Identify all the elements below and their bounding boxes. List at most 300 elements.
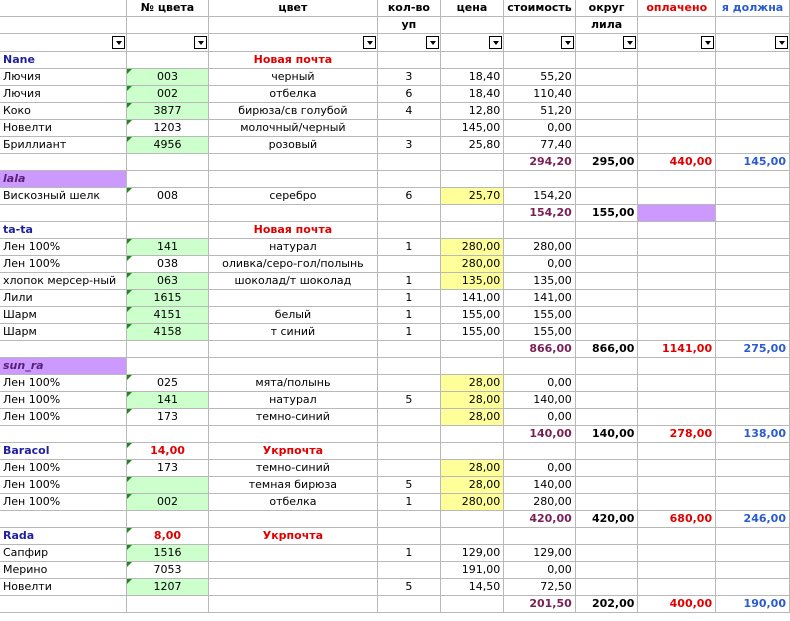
rounded-total-cell[interactable]: 140,00 xyxy=(575,426,638,443)
color-name-cell[interactable]: натурал xyxy=(208,392,377,409)
empty-cell[interactable] xyxy=(716,86,790,103)
empty-cell[interactable] xyxy=(575,562,638,579)
empty-cell[interactable] xyxy=(575,239,638,256)
product-name-cell[interactable]: Лен 100% xyxy=(0,256,127,273)
empty-cell[interactable] xyxy=(638,409,716,426)
empty-cell[interactable] xyxy=(716,460,790,477)
cost-cell[interactable]: 141,00 xyxy=(504,290,576,307)
product-name-cell[interactable]: Лен 100% xyxy=(0,477,127,494)
color-name-cell[interactable]: отбелка xyxy=(208,494,377,511)
empty-cell[interactable] xyxy=(575,188,638,205)
color-number-cell[interactable]: 4158 xyxy=(127,324,208,341)
group-name-cell[interactable]: sun_ra xyxy=(0,358,127,375)
color-number-cell[interactable]: 4151 xyxy=(127,307,208,324)
color-number-cell[interactable]: 4956 xyxy=(127,137,208,154)
cost-cell[interactable]: 0,00 xyxy=(504,460,576,477)
header-cell-round[interactable]: округ xyxy=(575,0,638,17)
empty-cell[interactable] xyxy=(638,239,716,256)
empty-cell[interactable] xyxy=(716,69,790,86)
empty-cell[interactable] xyxy=(127,205,208,222)
color-name-cell[interactable]: молочный/черный xyxy=(208,120,377,137)
cost-cell[interactable]: 0,00 xyxy=(504,120,576,137)
empty-cell[interactable] xyxy=(716,392,790,409)
empty-cell[interactable] xyxy=(638,188,716,205)
header2-cell[interactable] xyxy=(208,17,377,34)
owe-cell[interactable]: 138,00 xyxy=(716,426,790,443)
filter-dropdown-icon[interactable] xyxy=(623,36,636,49)
empty-cell[interactable] xyxy=(575,86,638,103)
cost-cell[interactable]: 0,00 xyxy=(504,409,576,426)
header2-cell-qty[interactable]: уп xyxy=(378,17,441,34)
header2-cell[interactable] xyxy=(504,17,576,34)
cost-cell[interactable]: 129,00 xyxy=(504,545,576,562)
empty-cell[interactable] xyxy=(638,137,716,154)
empty-cell[interactable] xyxy=(575,494,638,511)
price-cell[interactable]: 28,00 xyxy=(440,392,503,409)
group-delivery-cell[interactable] xyxy=(208,171,377,188)
empty-cell[interactable] xyxy=(440,426,503,443)
product-name-cell[interactable]: Лен 100% xyxy=(0,460,127,477)
group-delivery-cell[interactable]: Новая почта xyxy=(208,222,377,239)
quantity-cell[interactable]: 5 xyxy=(378,579,441,596)
empty-cell[interactable] xyxy=(208,205,377,222)
empty-cell[interactable] xyxy=(716,409,790,426)
rounded-total-cell[interactable]: 202,00 xyxy=(575,596,638,613)
empty-cell[interactable] xyxy=(638,120,716,137)
empty-cell[interactable] xyxy=(638,69,716,86)
price-cell[interactable]: 280,00 xyxy=(440,256,503,273)
empty-cell[interactable] xyxy=(378,426,441,443)
empty-cell[interactable] xyxy=(638,443,716,460)
total-cost-cell[interactable]: 140,00 xyxy=(504,426,576,443)
empty-cell[interactable] xyxy=(127,511,208,528)
cost-cell[interactable]: 77,40 xyxy=(504,137,576,154)
group-extra-cell[interactable] xyxy=(127,171,208,188)
owe-cell[interactable]: 275,00 xyxy=(716,341,790,358)
group-extra-cell[interactable] xyxy=(127,358,208,375)
empty-cell[interactable] xyxy=(440,222,503,239)
price-cell[interactable]: 18,40 xyxy=(440,69,503,86)
color-name-cell[interactable] xyxy=(208,562,377,579)
empty-cell[interactable] xyxy=(440,205,503,222)
header-cell-num[interactable]: № цвета xyxy=(127,0,208,17)
product-name-cell[interactable]: Новелти xyxy=(0,579,127,596)
product-name-cell[interactable]: Лен 100% xyxy=(0,409,127,426)
empty-cell[interactable] xyxy=(575,324,638,341)
price-cell[interactable]: 155,00 xyxy=(440,324,503,341)
quantity-cell[interactable]: 1 xyxy=(378,494,441,511)
empty-cell[interactable] xyxy=(127,154,208,171)
empty-cell[interactable] xyxy=(716,477,790,494)
empty-cell[interactable] xyxy=(440,358,503,375)
empty-cell[interactable] xyxy=(575,273,638,290)
empty-cell[interactable] xyxy=(440,154,503,171)
product-name-cell[interactable]: Лючия xyxy=(0,69,127,86)
color-name-cell[interactable]: мята/полынь xyxy=(208,375,377,392)
empty-cell[interactable] xyxy=(638,460,716,477)
quantity-cell[interactable]: 3 xyxy=(378,69,441,86)
header-cell-price[interactable]: цена xyxy=(440,0,503,17)
filter-dropdown-icon[interactable] xyxy=(426,36,439,49)
empty-cell[interactable] xyxy=(378,443,441,460)
cost-cell[interactable]: 135,00 xyxy=(504,273,576,290)
quantity-cell[interactable]: 1 xyxy=(378,239,441,256)
owe-cell[interactable]: 145,00 xyxy=(716,154,790,171)
quantity-cell[interactable]: 6 xyxy=(378,188,441,205)
quantity-cell[interactable]: 5 xyxy=(378,477,441,494)
product-name-cell[interactable]: Бриллиант xyxy=(0,137,127,154)
empty-cell[interactable] xyxy=(638,494,716,511)
total-cost-cell[interactable]: 420,00 xyxy=(504,511,576,528)
rounded-total-cell[interactable]: 866,00 xyxy=(575,341,638,358)
empty-cell[interactable] xyxy=(716,545,790,562)
color-number-cell[interactable] xyxy=(127,477,208,494)
empty-cell[interactable] xyxy=(638,273,716,290)
filter-cell[interactable] xyxy=(127,34,208,52)
group-delivery-cell[interactable]: Новая почта xyxy=(208,52,377,69)
empty-cell[interactable] xyxy=(0,596,127,613)
product-name-cell[interactable]: Лен 100% xyxy=(0,375,127,392)
empty-cell[interactable] xyxy=(504,171,576,188)
color-number-cell[interactable]: 008 xyxy=(127,188,208,205)
color-name-cell[interactable]: темно-синий xyxy=(208,460,377,477)
empty-cell[interactable] xyxy=(0,511,127,528)
empty-cell[interactable] xyxy=(440,171,503,188)
group-extra-cell[interactable]: 8,00 xyxy=(127,528,208,545)
empty-cell[interactable] xyxy=(716,222,790,239)
paid-cell[interactable]: 680,00 xyxy=(638,511,716,528)
empty-cell[interactable] xyxy=(575,579,638,596)
color-number-cell[interactable]: 1615 xyxy=(127,290,208,307)
empty-cell[interactable] xyxy=(638,324,716,341)
quantity-cell[interactable]: 4 xyxy=(378,103,441,120)
quantity-cell[interactable]: 5 xyxy=(378,392,441,409)
product-name-cell[interactable]: Коко xyxy=(0,103,127,120)
color-name-cell[interactable]: отбелка xyxy=(208,86,377,103)
price-cell[interactable]: 135,00 xyxy=(440,273,503,290)
empty-cell[interactable] xyxy=(638,86,716,103)
color-number-cell[interactable]: 141 xyxy=(127,239,208,256)
cost-cell[interactable]: 110,40 xyxy=(504,86,576,103)
empty-cell[interactable] xyxy=(575,69,638,86)
filter-cell[interactable] xyxy=(378,34,441,52)
paid-cell[interactable]: 440,00 xyxy=(638,154,716,171)
product-name-cell[interactable]: Лен 100% xyxy=(0,239,127,256)
empty-cell[interactable] xyxy=(378,511,441,528)
color-number-cell[interactable]: 173 xyxy=(127,460,208,477)
header2-cell[interactable] xyxy=(440,17,503,34)
empty-cell[interactable] xyxy=(440,596,503,613)
quantity-cell[interactable]: 1 xyxy=(378,290,441,307)
cost-cell[interactable]: 0,00 xyxy=(504,562,576,579)
paid-cell[interactable]: 1141,00 xyxy=(638,341,716,358)
empty-cell[interactable] xyxy=(504,358,576,375)
rounded-total-cell[interactable]: 295,00 xyxy=(575,154,638,171)
filter-cell[interactable] xyxy=(440,34,503,52)
paid-cell[interactable] xyxy=(638,205,716,222)
empty-cell[interactable] xyxy=(638,358,716,375)
product-name-cell[interactable]: Лючия xyxy=(0,86,127,103)
header2-cell[interactable] xyxy=(716,17,790,34)
color-name-cell[interactable]: белый xyxy=(208,307,377,324)
empty-cell[interactable] xyxy=(575,443,638,460)
group-extra-cell[interactable] xyxy=(127,52,208,69)
cost-cell[interactable]: 0,00 xyxy=(504,256,576,273)
empty-cell[interactable] xyxy=(0,154,127,171)
product-name-cell[interactable]: Новелти xyxy=(0,120,127,137)
quantity-cell[interactable] xyxy=(378,409,441,426)
group-extra-cell[interactable]: 14,00 xyxy=(127,443,208,460)
quantity-cell[interactable] xyxy=(378,375,441,392)
empty-cell[interactable] xyxy=(716,256,790,273)
color-name-cell[interactable]: темно-синий xyxy=(208,409,377,426)
filter-cell[interactable] xyxy=(208,34,377,52)
product-name-cell[interactable]: Лен 100% xyxy=(0,494,127,511)
owe-cell[interactable]: 246,00 xyxy=(716,511,790,528)
price-cell[interactable]: 12,80 xyxy=(440,103,503,120)
rounded-total-cell[interactable]: 420,00 xyxy=(575,511,638,528)
empty-cell[interactable] xyxy=(440,443,503,460)
header2-cell[interactable] xyxy=(638,17,716,34)
empty-cell[interactable] xyxy=(638,562,716,579)
color-name-cell[interactable]: розовый xyxy=(208,137,377,154)
empty-cell[interactable] xyxy=(716,290,790,307)
filter-cell[interactable] xyxy=(0,34,127,52)
empty-cell[interactable] xyxy=(638,545,716,562)
filter-dropdown-icon[interactable] xyxy=(561,36,574,49)
product-name-cell[interactable]: Лен 100% xyxy=(0,392,127,409)
color-name-cell[interactable]: оливка/серо-гол/полынь xyxy=(208,256,377,273)
empty-cell[interactable] xyxy=(716,494,790,511)
empty-cell[interactable] xyxy=(716,375,790,392)
header-cell-name[interactable] xyxy=(0,0,127,17)
color-name-cell[interactable]: т синий xyxy=(208,324,377,341)
empty-cell[interactable] xyxy=(716,137,790,154)
quantity-cell[interactable]: 3 xyxy=(378,137,441,154)
empty-cell[interactable] xyxy=(638,579,716,596)
empty-cell[interactable] xyxy=(575,290,638,307)
empty-cell[interactable] xyxy=(638,307,716,324)
empty-cell[interactable] xyxy=(575,222,638,239)
price-cell[interactable]: 25,70 xyxy=(440,188,503,205)
product-name-cell[interactable]: Шарм xyxy=(0,307,127,324)
group-name-cell[interactable]: lala xyxy=(0,171,127,188)
empty-cell[interactable] xyxy=(575,137,638,154)
cost-cell[interactable]: 140,00 xyxy=(504,392,576,409)
color-number-cell[interactable]: 002 xyxy=(127,494,208,511)
empty-cell[interactable] xyxy=(716,443,790,460)
empty-cell[interactable] xyxy=(638,392,716,409)
quantity-cell[interactable]: 1 xyxy=(378,545,441,562)
price-cell[interactable]: 145,00 xyxy=(440,120,503,137)
empty-cell[interactable] xyxy=(504,443,576,460)
empty-cell[interactable] xyxy=(638,103,716,120)
filter-cell[interactable] xyxy=(638,34,716,52)
empty-cell[interactable] xyxy=(716,579,790,596)
cost-cell[interactable]: 140,00 xyxy=(504,477,576,494)
color-name-cell[interactable]: шоколад/т шоколад xyxy=(208,273,377,290)
color-number-cell[interactable]: 025 xyxy=(127,375,208,392)
empty-cell[interactable] xyxy=(638,171,716,188)
empty-cell[interactable] xyxy=(575,392,638,409)
filter-cell[interactable] xyxy=(575,34,638,52)
group-delivery-cell[interactable] xyxy=(208,358,377,375)
empty-cell[interactable] xyxy=(716,188,790,205)
empty-cell[interactable] xyxy=(716,239,790,256)
empty-cell[interactable] xyxy=(575,460,638,477)
product-name-cell[interactable]: Сапфир xyxy=(0,545,127,562)
empty-cell[interactable] xyxy=(575,528,638,545)
color-name-cell[interactable]: серебро xyxy=(208,188,377,205)
total-cost-cell[interactable]: 866,00 xyxy=(504,341,576,358)
color-name-cell[interactable] xyxy=(208,290,377,307)
cost-cell[interactable]: 155,00 xyxy=(504,324,576,341)
empty-cell[interactable] xyxy=(575,409,638,426)
filter-dropdown-icon[interactable] xyxy=(194,36,207,49)
cost-cell[interactable]: 280,00 xyxy=(504,239,576,256)
empty-cell[interactable] xyxy=(504,222,576,239)
filter-cell[interactable] xyxy=(504,34,576,52)
header2-cell[interactable] xyxy=(0,17,127,34)
empty-cell[interactable] xyxy=(378,358,441,375)
color-number-cell[interactable]: 1203 xyxy=(127,120,208,137)
empty-cell[interactable] xyxy=(638,528,716,545)
product-name-cell[interactable]: Шарм xyxy=(0,324,127,341)
quantity-cell[interactable] xyxy=(378,120,441,137)
empty-cell[interactable] xyxy=(504,528,576,545)
header2-cell-round[interactable]: лила xyxy=(575,17,638,34)
empty-cell[interactable] xyxy=(0,341,127,358)
quantity-cell[interactable]: 1 xyxy=(378,324,441,341)
empty-cell[interactable] xyxy=(638,52,716,69)
group-name-cell[interactable]: Baracol xyxy=(0,443,127,460)
empty-cell[interactable] xyxy=(127,341,208,358)
header-cell-owe[interactable]: я должна xyxy=(716,0,790,17)
empty-cell[interactable] xyxy=(208,596,377,613)
empty-cell[interactable] xyxy=(378,341,441,358)
empty-cell[interactable] xyxy=(378,596,441,613)
total-cost-cell[interactable]: 154,20 xyxy=(504,205,576,222)
empty-cell[interactable] xyxy=(0,426,127,443)
group-name-cell[interactable]: Nane xyxy=(0,52,127,69)
empty-cell[interactable] xyxy=(127,596,208,613)
empty-cell[interactable] xyxy=(716,273,790,290)
owe-cell[interactable] xyxy=(716,205,790,222)
empty-cell[interactable] xyxy=(716,120,790,137)
empty-cell[interactable] xyxy=(504,52,576,69)
price-cell[interactable]: 141,00 xyxy=(440,290,503,307)
empty-cell[interactable] xyxy=(575,358,638,375)
empty-cell[interactable] xyxy=(208,154,377,171)
color-number-cell[interactable]: 141 xyxy=(127,392,208,409)
paid-cell[interactable]: 278,00 xyxy=(638,426,716,443)
quantity-cell[interactable]: 1 xyxy=(378,307,441,324)
quantity-cell[interactable] xyxy=(378,256,441,273)
empty-cell[interactable] xyxy=(716,562,790,579)
group-delivery-cell[interactable]: Укрпочта xyxy=(208,443,377,460)
empty-cell[interactable] xyxy=(440,341,503,358)
empty-cell[interactable] xyxy=(638,222,716,239)
paid-cell[interactable]: 400,00 xyxy=(638,596,716,613)
empty-cell[interactable] xyxy=(716,528,790,545)
header-cell-cost[interactable]: стоимость xyxy=(504,0,576,17)
filter-dropdown-icon[interactable] xyxy=(775,36,788,49)
color-number-cell[interactable]: 7053 xyxy=(127,562,208,579)
group-name-cell[interactable]: ta-ta xyxy=(0,222,127,239)
color-name-cell[interactable]: темная бирюза xyxy=(208,477,377,494)
empty-cell[interactable] xyxy=(716,307,790,324)
price-cell[interactable]: 14,50 xyxy=(440,579,503,596)
empty-cell[interactable] xyxy=(716,52,790,69)
header-cell-paid[interactable]: оплачено xyxy=(638,0,716,17)
empty-cell[interactable] xyxy=(378,528,441,545)
quantity-cell[interactable]: 6 xyxy=(378,86,441,103)
empty-cell[interactable] xyxy=(575,375,638,392)
color-number-cell[interactable]: 1207 xyxy=(127,579,208,596)
empty-cell[interactable] xyxy=(716,358,790,375)
filter-dropdown-icon[interactable] xyxy=(489,36,502,49)
empty-cell[interactable] xyxy=(0,205,127,222)
price-cell[interactable]: 280,00 xyxy=(440,239,503,256)
empty-cell[interactable] xyxy=(575,52,638,69)
product-name-cell[interactable]: Лили xyxy=(0,290,127,307)
cost-cell[interactable]: 280,00 xyxy=(504,494,576,511)
empty-cell[interactable] xyxy=(575,120,638,137)
owe-cell[interactable]: 190,00 xyxy=(716,596,790,613)
color-name-cell[interactable]: черный xyxy=(208,69,377,86)
color-number-cell[interactable]: 003 xyxy=(127,69,208,86)
price-cell[interactable]: 191,00 xyxy=(440,562,503,579)
empty-cell[interactable] xyxy=(378,52,441,69)
empty-cell[interactable] xyxy=(440,52,503,69)
empty-cell[interactable] xyxy=(378,171,441,188)
empty-cell[interactable] xyxy=(575,256,638,273)
empty-cell[interactable] xyxy=(575,171,638,188)
color-name-cell[interactable]: бирюза/св голубой xyxy=(208,103,377,120)
price-cell[interactable]: 25,80 xyxy=(440,137,503,154)
filter-dropdown-icon[interactable] xyxy=(701,36,714,49)
price-cell[interactable]: 28,00 xyxy=(440,409,503,426)
empty-cell[interactable] xyxy=(716,324,790,341)
empty-cell[interactable] xyxy=(575,477,638,494)
header-cell-color[interactable]: цвет xyxy=(208,0,377,17)
filter-dropdown-icon[interactable] xyxy=(112,36,125,49)
group-extra-cell[interactable] xyxy=(127,222,208,239)
filter-dropdown-icon[interactable] xyxy=(363,36,376,49)
color-number-cell[interactable]: 063 xyxy=(127,273,208,290)
cost-cell[interactable]: 55,20 xyxy=(504,69,576,86)
empty-cell[interactable] xyxy=(378,222,441,239)
cost-cell[interactable]: 51,20 xyxy=(504,103,576,120)
color-name-cell[interactable] xyxy=(208,545,377,562)
empty-cell[interactable] xyxy=(638,375,716,392)
price-cell[interactable]: 129,00 xyxy=(440,545,503,562)
color-number-cell[interactable]: 002 xyxy=(127,86,208,103)
empty-cell[interactable] xyxy=(638,290,716,307)
total-cost-cell[interactable]: 201,50 xyxy=(504,596,576,613)
header-cell-qty[interactable]: кол-во xyxy=(378,0,441,17)
empty-cell[interactable] xyxy=(127,426,208,443)
color-number-cell[interactable]: 3877 xyxy=(127,103,208,120)
price-cell[interactable]: 280,00 xyxy=(440,494,503,511)
price-cell[interactable]: 28,00 xyxy=(440,460,503,477)
color-name-cell[interactable]: натурал xyxy=(208,239,377,256)
quantity-cell[interactable] xyxy=(378,460,441,477)
product-name-cell[interactable]: Вискозный шелк xyxy=(0,188,127,205)
cost-cell[interactable]: 154,20 xyxy=(504,188,576,205)
product-name-cell[interactable]: хлопок мерсер-ный xyxy=(0,273,127,290)
empty-cell[interactable] xyxy=(575,545,638,562)
